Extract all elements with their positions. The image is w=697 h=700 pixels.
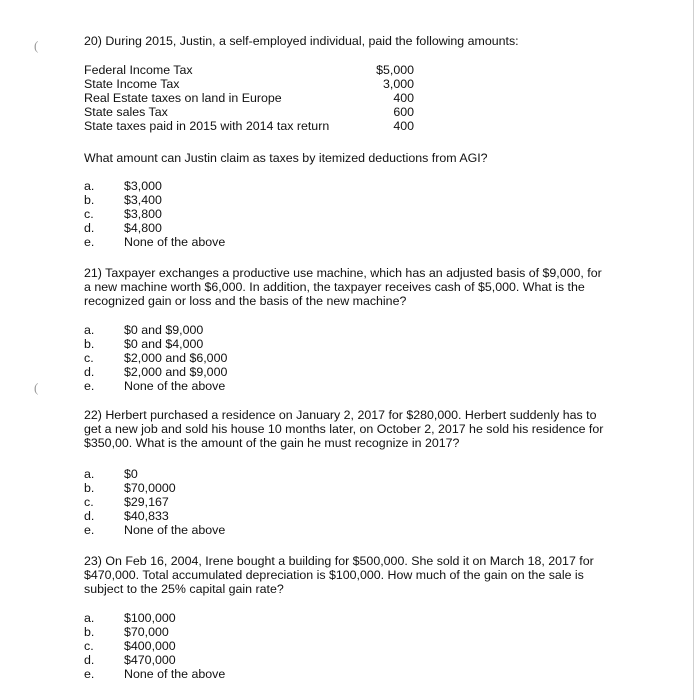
margin-mark: (	[34, 380, 39, 395]
tax-item-value: 400	[393, 119, 414, 133]
option-text: $0 and $9,000	[124, 323, 204, 337]
q22-text-line: $350,00. What is the amount of the gain he must recognize in 2017?	[84, 436, 460, 450]
option-text: $0	[124, 467, 138, 481]
option-letter: d.	[84, 221, 95, 235]
option-text: $400,000	[124, 639, 176, 653]
tax-item-label: State taxes paid in 2015 with 2014 tax return	[84, 119, 330, 133]
option-text: $3,800	[124, 207, 162, 221]
option-text: None of the above	[124, 667, 226, 681]
tax-item-value: 3,000	[382, 77, 414, 91]
table-row	[84, 77, 414, 91]
q20-title: 20) During 2015, Justin, a self-employed individual, paid the following amounts:	[84, 34, 519, 48]
option-letter: b.	[84, 625, 95, 639]
q23-text-line: 23) On Feb 16, 2004, Irene bought a building for $500,000. She sold it on March 18, 2017 for	[84, 554, 594, 568]
option-letter: e.	[84, 523, 95, 537]
tax-item-value: 400	[393, 91, 414, 105]
q22-text-line: 22) Herbert purchased a residence on January 2, 2017 for $280,000. Herbert suddenly has to	[84, 408, 597, 422]
option-text: None of the above	[124, 235, 226, 249]
option-text: None of the above	[124, 523, 226, 537]
option-text: $100,000	[124, 611, 176, 625]
option-letter: c.	[84, 495, 94, 509]
option-letter: d.	[84, 653, 95, 667]
margin-mark: (	[34, 38, 39, 53]
option-text: $40,833	[124, 509, 169, 523]
option-text: $2,000 and $6,000	[124, 351, 228, 365]
option-text: $4,800	[124, 221, 162, 235]
option-text: $3,000	[124, 179, 162, 193]
option-text: $70,0000	[124, 481, 176, 495]
q23-text-line: $470,000. Total accumulated depreciation is $100,000. How much of the gain on the sale is	[84, 568, 584, 582]
q22-text-line: get a new job and sold his house 10 months later, on October 2, 2017 he sold his residence for	[84, 422, 604, 436]
option-letter: a.	[84, 179, 95, 193]
tax-item-label: Real Estate taxes on land in Europe	[84, 91, 282, 105]
tax-item-label: Federal Income Tax	[84, 63, 193, 77]
option-text: $0 and $4,000	[124, 337, 204, 351]
tax-item-label: State sales Tax	[84, 105, 168, 119]
option-letter: e.	[84, 667, 95, 681]
q21-text-line: 21) Taxpayer exchanges a productive use machine, which has an adjusted basis of $9,000, for	[84, 266, 602, 280]
table-row	[84, 119, 414, 133]
table-row	[84, 63, 414, 77]
option-letter: e.	[84, 235, 95, 249]
option-text: None of the above	[124, 379, 226, 393]
option-text: $70,000	[124, 625, 169, 639]
option-letter: a.	[84, 611, 95, 625]
q23-text-line: subject to the 25% capital gain rate?	[84, 582, 284, 596]
option-text: $29,167	[124, 495, 169, 509]
q20-question: What amount can Justin claim as taxes by itemized deductions from AGI?	[84, 151, 488, 165]
q21-text-line: a new machine worth $6,000. In addition, the taxpayer receives cash of $5,000. What is the	[84, 280, 585, 294]
q21-text-line: recognized gain or loss and the basis of the new machine?	[84, 294, 407, 308]
option-letter: c.	[84, 207, 94, 221]
option-letter: b.	[84, 337, 95, 351]
option-letter: d.	[84, 365, 95, 379]
option-letter: e.	[84, 379, 95, 393]
tax-item-value: 600	[393, 105, 414, 119]
option-letter: d.	[84, 509, 95, 523]
option-letter: c.	[84, 639, 94, 653]
option-letter: b.	[84, 193, 95, 207]
option-letter: b.	[84, 481, 95, 495]
option-text: $3,400	[124, 193, 162, 207]
table-row	[84, 105, 414, 119]
page-edge	[693, 0, 694, 700]
tax-item-label: State Income Tax	[84, 77, 180, 91]
option-text: $2,000 and $9,000	[124, 365, 228, 379]
option-letter: a.	[84, 323, 95, 337]
table-row	[84, 91, 414, 105]
option-text: $470,000	[124, 653, 176, 667]
option-letter: a.	[84, 467, 95, 481]
tax-item-value: $5,000	[376, 63, 414, 77]
option-letter: c.	[84, 351, 94, 365]
